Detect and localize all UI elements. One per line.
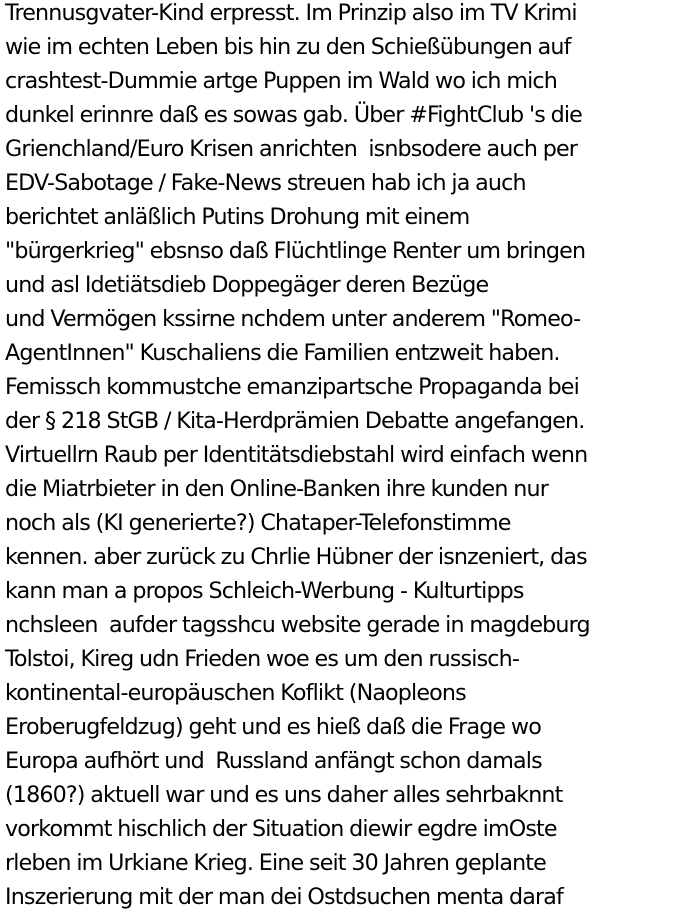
text-line: kann man a propos Schleich-Werbung - Kulturtipps (5, 578, 524, 604)
text-line: crashtest-Dummie artge Puppen im Wald wo ich mich (5, 68, 557, 94)
text-line: Eroberugfeldzug) geht und es hieß daß die Frage wo (5, 714, 541, 740)
text-line: rleben im Urkiane Krieg. Eine seit 30 Jahren geplante (5, 850, 546, 876)
text-line: Europa aufhört und Russland anfängt schon damals (5, 748, 542, 774)
text-line: AgentInnen" Kuschaliens die Familien entzweit haben. (5, 340, 560, 366)
text-line: berichtet anläßlich Putins Drohung mit einem (5, 204, 470, 230)
text-line: der § 218 StGB / Kita-Herdprämien Debatte angefangen. (5, 408, 585, 434)
text-line: Virtuellrn Raub per Identitätsdiebstahl wird einfach wenn (5, 442, 588, 468)
text-line: "bürgerkrieg" ebsnso daß Flüchtlinge Renter um bringen (5, 238, 586, 264)
text-line: kennen. aber zurück zu Chrlie Hübner der isnzeniert, das (5, 544, 587, 570)
text-line: dunkel erinnre daß es sowas gab. Über #FightClub 's die (5, 102, 582, 128)
text-line: nchsleen aufder tagsshcu website gerade in magdeburg (5, 612, 590, 638)
text-line: und asl Idetiätsdieb Doppegäger deren Bezüge (5, 272, 489, 298)
text-line: Trennusgvater-Kind erpresst. Im Prinzip also im TV Krimi (5, 0, 577, 26)
text-line: (1860?) aktuell war und es uns daher alles sehrbaknnt (5, 782, 563, 808)
text-line: Tolstoi, Kireg udn Frieden woe es um den russisch- (5, 646, 520, 672)
text-line: vorkommt hischlich der Situation diewir egdre imOste (5, 816, 557, 842)
text-line: und Vermögen kssirne nchdem unter anderem "Romeo- (5, 306, 581, 332)
body-text (5, 0, 684, 914)
text-line: Grienchland/Euro Krisen anrichten isnbsodere auch per (5, 136, 578, 162)
text-line: Inszerierung mit der man dei Ostdsuchen menta daraf (5, 884, 563, 910)
text-line: EDV-Sabotage / Fake-News streuen hab ich ja auch (5, 170, 526, 196)
text-line: noch als (KI generierte?) Chataper-Telefonstimme (5, 510, 511, 536)
text-line: die Miatrbieter in den Online-Banken ihre kunden nur (5, 476, 548, 502)
text-line: kontinental-europäuschen Koflikt (Naopleons (5, 680, 466, 706)
text-line: wie im echten Leben bis hin zu den Schießübungen auf (5, 34, 571, 60)
text-line: Femissch kommustche emanzipartsche Propaganda bei (5, 374, 579, 400)
